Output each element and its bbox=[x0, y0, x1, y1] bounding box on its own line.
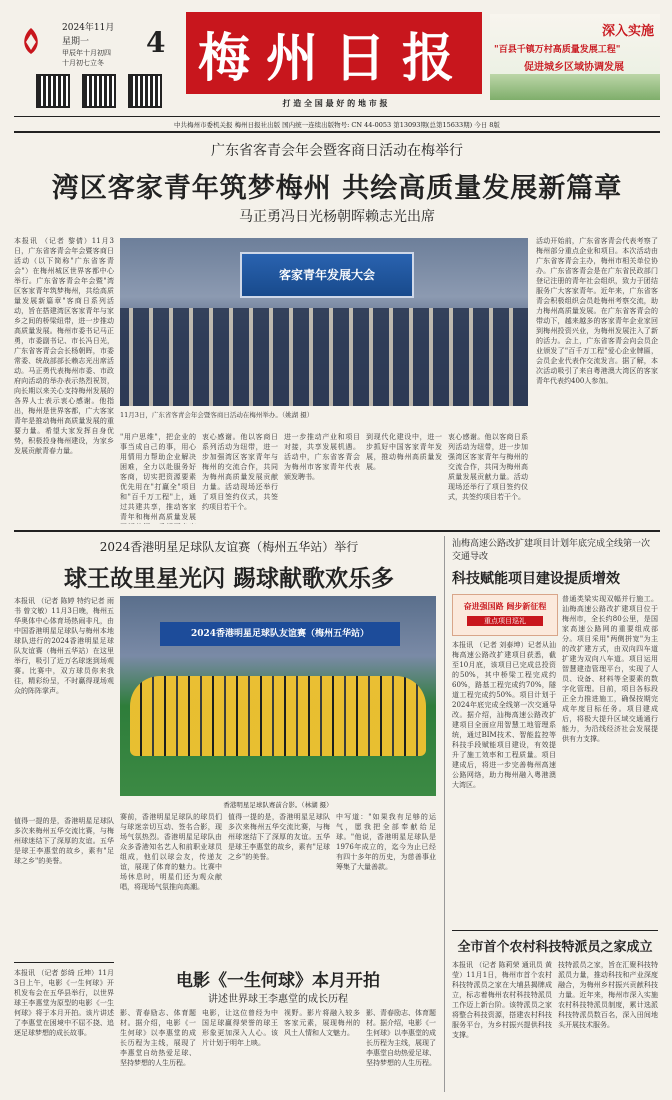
promo-illustration bbox=[490, 74, 660, 100]
promo-box bbox=[490, 14, 660, 100]
lead-headline: 湾区客家青年筑梦梅州 共绘高质量发展新篇章 bbox=[51, 173, 623, 204]
divider bbox=[14, 131, 660, 133]
date-year-month: 2024年11月 bbox=[62, 23, 115, 33]
lead-col-5: 到现代化建设中，进一步抓好中国客家青年发展，推动梅州高质量发展。 bbox=[366, 433, 442, 471]
photo-stage-title: 客家青年发展大会 bbox=[278, 268, 375, 282]
lead-col-3: 衷心感谢。他以客商日系列活动为纽带，进一步加强湾区客家青年与梅州的交流合作，共同为梅州高质量发展贡献力量。活动现场还举行了项目签约仪式，共签约项目若干个。 bbox=[202, 433, 278, 511]
photo-banner: 2024香港明星足球队友谊赛（梅州五华站） bbox=[160, 622, 400, 646]
qr-code-icon bbox=[36, 74, 70, 108]
lead-photo bbox=[120, 238, 528, 406]
column-divider bbox=[444, 536, 445, 1092]
highway-banner bbox=[452, 594, 558, 636]
divider bbox=[452, 930, 658, 931]
football-kicker: 2024香港明星足球队友谊赛（梅州五华站）举行 bbox=[99, 540, 359, 554]
date-block bbox=[18, 18, 178, 96]
qr-code-icon bbox=[128, 74, 162, 108]
film-body: 本报讯 （记者 彭绮 丘坤）11月3日上午，电影《一生何球》开机发布会在五华县举行，以世界球王李惠堂为原型的电影《一生何球》将于本月开拍。该片讲述了李惠堂在困境中不屈不挠、追逐足球梦想的成长故事。 bbox=[14, 969, 114, 1037]
date-weekday: 星期一 bbox=[62, 37, 90, 47]
photo-team bbox=[130, 676, 426, 756]
film-col-4: 视野。影片将融入较多客家元素，展现梅州的风土人情和人文魅力。 bbox=[284, 1009, 360, 1037]
football-headline: 球王故里星光闪 踢球献歌欢乐多 bbox=[63, 565, 394, 592]
lead-right-col: 活动开始前，广东省客青会代表考察了梅州部分重点企业和项目。本次活动由广东省客青会主办，梅州市相关单位协办。广东省客青会是在广东省民政部门登记注册的青年社会组织，致力于团结服务广大客家青年。近年来，广东省客青会积极组织会员赴梅州考察交流，助力梅州高质量发展。在广东省客青会的带动下，越来越多的客家青年企业家回到梅州投资兴业，为梅州发展注入了新的活力。会上，广东省客青会向会员企业颁发了"百千万工程"爱心企业牌匾，会员企业代表作交流发言。据了解，本次活动吸引了来自粤港澳大湾区的客家青年代表约400人参加。 bbox=[536, 237, 658, 385]
football-photo-caption: 香港明星足球队赛前合影。（林湖 摄） bbox=[223, 801, 333, 809]
highway-right-col: 普通类梁实现双幅并行施工。汕梅高速公路改扩建项目位于梅州市，全长约80公里，是国家高速公路网的重要组成部分。项目采用"两侧拼宽"为主的改扩建方式，由双向四车道扩建为双向八车道。项目运用智慧建造管理平台，实现了人员、设备、材料等全要素的数字化管理。目前，项目各标段正全力推进施工，确保按期完成年度目标任务。项目建成后，将极大提升区域交通通行能力，为沿线经济社会发展提供有力支撑。 bbox=[562, 595, 658, 743]
photo-stage-screen bbox=[240, 252, 414, 298]
highway-headline: 科技赋能项目建设提质增效 bbox=[452, 571, 620, 587]
highway-kicker: 汕梅高速公路改扩建项目计划年底完成全线第一次交通导改 bbox=[452, 539, 651, 562]
lead-kicker: 广东省客青会年会暨客商日活动在梅举行 bbox=[211, 143, 463, 159]
football-col-3: 值得一提的是，香港明星足球队多次来梅州五华交流比赛，与梅州球迷结下了深厚的友谊。五华是球王李惠堂的故乡，素有"足球之乡"的美誉。 bbox=[228, 813, 330, 861]
lead-col-6: 衷心感谢。他以客商日系列活动为纽带，进一步加强湾区客家青年与梅州的交流合作，共同为梅州高质量发展贡献力量。活动现场还举行了项目签约仪式，共签约项目若干个。 bbox=[448, 433, 528, 501]
highway-banner-1: 奋进强国路 阔步新征程 bbox=[463, 601, 547, 611]
football-body-cont: 值得一提的是，香港明星足球队多次来梅州五华交流比赛，与梅州球迷结下了深厚的友谊。五华是球王李惠堂的故乡，素有"足球之乡"的美誉。 bbox=[14, 817, 114, 865]
football-col-4: 中写道："如果我有足够的运气，愿我把全部奉献给足球。"他说，香港明星足球队是1976年成立的，迄今为止已经有四十多年的历史，为慈善事业筹集了大量善款。 bbox=[336, 813, 436, 871]
village-headline: 全市首个农村科技特派员之家成立 bbox=[457, 940, 653, 955]
divider bbox=[14, 116, 660, 117]
date-lunar-1: 甲辰年十月初四 bbox=[62, 49, 111, 57]
film-col-5: 影、青春励志、体育题材。据介绍，电影《一生何球》以李惠堂的成长历程为主线，展现了李惠堂自幼热爱足球、坚持梦想的人生历程。 bbox=[366, 1009, 436, 1067]
qr-code-icon bbox=[82, 74, 116, 108]
lead-photo-caption: 11月3日，广东省客青会年会暨客商日活动在梅州举办。（姚湖 摄） bbox=[120, 411, 314, 419]
date-lunar-2: 十月初七立冬 bbox=[62, 59, 104, 67]
highway-body: 本报讯 （记者 刘泰坤）记者从汕梅高速公路改扩建项目获悉，截至10月底，该项目已完成总投资的50%，其中桥梁工程完成约60%，路基工程完成约70%，隧道工程完成约50%。项目计划于2024年底完成全线第一次交通导改。据介绍，汕梅高速公路改扩建项目全面应用智慧工地管理系统，通过BIM技术、智能监控等科技手段赋能项目建设，有效提升了施工效率和工程质量。项目建成后，将进一步完善梅州高速公路网络，助力梅州融入粤港澳大湾区。 bbox=[452, 641, 556, 789]
football-body: 本报讯 （记者 陈婷 特约记者 雨书 曾文敏）11月3日晚，梅州五华奥体中心体育场热闹非凡，由中国香港明星足球队与梅州本地球队进行的2024香港明星足球队友谊赛（梅州五华站）在这里举行，吸引了近万名球迷到场观赛。比赛中，双方球员你来我往，精彩纷呈，不时赢得现场观众的阵阵掌声。 bbox=[14, 597, 114, 695]
village-col-2: 技特派员之家，旨在汇聚科技特派员力量，推动科技和产业深度融合，为梅州乡村振兴贡献科技力量。近年来，梅州市深入实施农村科技特派员制度，累计选派科技特派员数百名，深入田间地头开展技术服务。 bbox=[558, 961, 658, 1029]
promo-line-1: 深入实施 bbox=[601, 24, 654, 39]
masthead-title: 梅州日报 bbox=[186, 12, 482, 94]
film-col-2: 影、青春励志、体育题材。据介绍，电影《一生何球》以李惠堂的成长历程为主线，展现了李惠堂自幼热爱足球、坚持梦想的人生历程。 bbox=[120, 1009, 196, 1067]
lead-col-2: "用户思维"，把企业的事当成自己的事，用心用情用力帮助企业解决困难，全力以赴服务好客商，切实把资源要素优先用在"打赢全"项目和"百千万工程"上，通过共建共享，推动客家青年和梅州高质量发展 bbox=[120, 433, 196, 521]
promo-line-2: "百县千镇万村高质量发展工程" bbox=[494, 45, 621, 55]
lead-subhead: 马正勇冯日光杨朝晖赖志光出席 bbox=[239, 209, 435, 225]
info-bar: 中共梅州市委机关报 梅州日报社出版 国内统一连续出版物号: CN 44-0053 第13093期(总第15633期) 今日 8版 bbox=[174, 121, 500, 129]
film-subhead: 讲述世界球王李惠堂的成长历程 bbox=[208, 994, 348, 1005]
film-headline: 电影《一生何球》本月开拍 bbox=[176, 971, 380, 991]
village-body: 本报讯 （记者 陈莉荣 通讯员 黄莹）11月1日，梅州市首个农村科技特派员之家在大埔县揭牌成立，标志着梅州农村科技特派员工作迈上新台阶。该特派员之家将整合科技资源，搭建农村科技服务平台，为乡村振兴提供科技支撑。 bbox=[452, 961, 552, 1039]
football-photo bbox=[120, 596, 436, 796]
emblem-icon bbox=[18, 26, 44, 56]
promo-line-3: 促进城乡区域协调发展 bbox=[524, 62, 624, 73]
divider bbox=[14, 962, 114, 963]
football-col-2: 赛前，香港明星足球队的球员们与球迷亲切互动、签名合影，现场气氛热烈。香港明星足球队由众多香港知名艺人和前职业球员组成，他们以球会友，传递友谊，展现了体育的魅力。比赛中场休息时，明星们还为观众献唱，将现场气氛推向高潮。 bbox=[120, 813, 222, 891]
masthead-slogan: 打 造 全 国 最 好 的 地 市 报 bbox=[282, 98, 388, 108]
date-day: 4 bbox=[146, 26, 166, 59]
photo-audience bbox=[120, 308, 528, 406]
lead-body: 本报讯 （记者 黎倩）11月3日，广东省客青会年会暨客商日活动（以下简称"广东省客青会"）在梅州城区世界客都中心举行。广东省客青会年会暨"湾区客家青年筑梦梅州，共绘高质量发展新篇章"客商日系列活动，旨在搭建湾区客家青年与家乡之间的桥梁纽带，进一步推动高质量发展。梅州市委书记马正勇，市委副书记、市长冯日光，广东省客青会会长杨朝晖，市委常委、统战部部长赖志光出席活动。马正勇代表梅州市委、市政府向活动的举办表示热烈祝贺，向长期以来关心支持梅州发展的各界人士表示衷心感谢。他指出，梅州是世界客都，广大客家青年是推动梅州高质量发展的重要力量。希望大家发挥自身优势，积极投身梅州建设，为家乡发展贡献青春力量。 bbox=[14, 237, 114, 455]
film-col-3: 电影，让这位曾经为中国足球赢得荣誉的球王形象更加深入人心。该片计划于明年上映。 bbox=[202, 1009, 278, 1047]
lead-col-4: 进一步推动产业和项目对接，共享发展机遇。活动中，广东省客青会为梅州市客家青年代表颁发聘书。 bbox=[284, 433, 360, 481]
divider bbox=[14, 530, 660, 532]
highway-banner-2: 重点项目巡礼 bbox=[467, 616, 543, 626]
